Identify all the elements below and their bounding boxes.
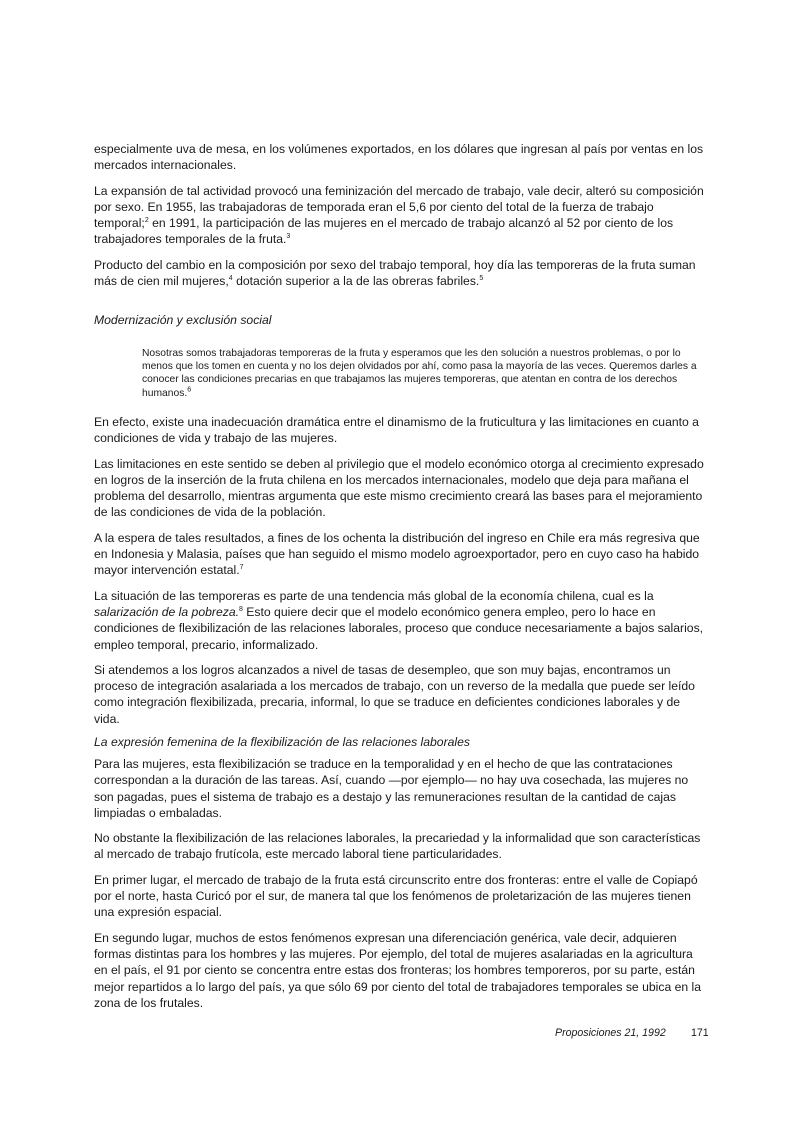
footnote-ref: 2	[144, 217, 149, 225]
paragraph-text: A la espera de tales resultados, a fines de los ochenta la distribución del ingreso en Chile era más regresiva que en Indonesia y Malasia, países que han seguido el mismo modelo agroexportador, pero en cuyo caso ha habido mayor intervención estatal.	[94, 530, 700, 578]
paragraph	[94, 830, 708, 863]
top-section	[94, 141, 708, 298]
paragraph-emphasis: salarización de la pobreza.	[94, 604, 239, 619]
paragraph	[94, 456, 708, 521]
paragraph-text: En segundo lugar, muchos de estos fenómenos expresan una diferenciación genérica, vale decir, adquieren formas distintas para los hombres y las mujeres. Por ejemplo, del total de mujeres asalariadas en la agricultura en el país, el 91 por ciento se concentra entre estas dos fronteras; los hombres temporeros, por su parte, están mejor repartidos a lo largo del país, ya que sólo 69 por ciento del total de trabajadores temporales se ubica en la zona de los frutales.	[94, 930, 702, 1010]
paragraph-text: Las limitaciones en este sentido se deben al privilegio que el modelo económico otorga al crecimiento expresado en logros de la inserción de la fruta chilena en los mercados internacionales, modelo que deja para mañana el problema del desarrollo, mientras argumenta que este mismo crecimiento creará las bases para el mejoramiento de las condiciones de vida de la población.	[94, 456, 704, 520]
paragraph	[94, 530, 708, 579]
footnote-ref: 5	[479, 275, 484, 283]
paragraph	[94, 930, 708, 1011]
bottom-section	[94, 756, 708, 1020]
page-number: 171	[691, 1027, 709, 1039]
paragraph-text: La situación de las temporeras es parte de una tendencia más global de la economía chilena, cual es la	[94, 588, 654, 603]
footnote-ref: 3	[286, 233, 291, 241]
footnote-ref: 8	[238, 605, 243, 613]
paragraph-text: dotación superior a la de las obreras fabriles.	[232, 274, 480, 289]
paragraph-text: Para las mujeres, esta flexibilización se traduce en la temporalidad y en el hecho de que las contrataciones correspondan a la duración de las tareas. Así, cuando —por ejemplo— no hay uva cosechada, las mujeres no son pagadas, pues el sistema de trabajo es a destajo y las remuneraciones resultan de la cantidad de cajas limpiadas o embaladas.	[94, 757, 689, 820]
paragraph-text: en 1991, la participación de las mujeres en el mercado de trabajo alcanzó al 52 por ciento de los trabajadores temporales de la fruta.	[94, 216, 674, 247]
quote-text: Nosotras somos trabajadoras temporeras de la fruta y esperamos que les den solución a nuestros problemas, o por lo menos que los tomen en cuenta y no los dejen olvidados por ahí, como pasa la mayoría de las veces. Queremos darles a conocer las condiciones precarias en que trabajamos las mujeres temporeras, que atentan en contra de los derechos humanos.	[142, 348, 697, 399]
paragraph-text: Producto del cambio en la composición por sexo del trabajo temporal, hoy día las temporeras de la fruta suman más de cien mil mujeres,	[94, 257, 696, 289]
paragraph	[94, 257, 708, 290]
paragraph	[94, 588, 708, 653]
paragraph	[94, 183, 708, 248]
paragraph	[94, 414, 708, 447]
paragraph-text: Esto quiere decir que el modelo económico genera empleo, pero lo hace en condiciones de flexibilización de las relaciones laborales, proceso que conduce necesariamente a bajos salarios, empleo temporal, precario, informalizado.	[94, 604, 704, 652]
paragraph-text: En efecto, existe una inadecuación dramática entre el dinamismo de la fruticultura y las limitaciones en cuanto a condiciones de vida y trabajo de las mujeres.	[94, 415, 699, 446]
paragraph	[94, 756, 708, 821]
paragraph	[94, 662, 708, 727]
block-quote	[142, 347, 704, 400]
footnote-ref: 7	[239, 564, 244, 572]
section-heading: Modernización y exclusión social	[94, 313, 272, 327]
section-heading: La expresión femenina de la flexibilización de las relaciones laborales	[94, 735, 471, 749]
middle-section	[94, 414, 708, 736]
paragraph-text: En primer lugar, el mercado de trabajo de la fruta está circunscrito entre dos fronteras: entre el valle de Copiapó por el norte, hasta Curicó por el sur, de manera tal que los fenómenos de proletarización de las mujeres tienen una expresión espacial.	[94, 872, 698, 920]
paragraph-text: especialmente uva de mesa, en los volúmenes exportados, en los dólares que ingresan al país por ventas en los mercados internacionales.	[94, 142, 704, 173]
paragraph-text: Si atendemos a los logros alcanzados a nivel de tasas de desempleo, que son muy bajas, encontramos un proceso de integración asalariada a los mercados de trabajo, con un reverso de la medalla que puede ser leído como integración flexibilizada, precaria, informal, lo que se traduce en deficientes condiciones laborales y de vida.	[94, 662, 695, 726]
paragraph-text: No obstante la flexibilización de las relaciones laborales, la precariedad y la informalidad que son características al mercado de trabajo frutícola, este mercado laboral tiene particularidades.	[94, 831, 701, 862]
running-footer: Proposiciones 21, 1992	[555, 1027, 666, 1039]
paragraph-text: La expansión de tal actividad provocó una feminización del mercado de trabajo, vale decir, alteró su composición por sexo. En 1955, las trabajadoras de temporada eran el 5,6 por ciento del total de la fuerza de trabajo temporal;	[94, 183, 704, 231]
paragraph	[94, 872, 708, 921]
paragraph	[94, 141, 708, 174]
footnote-ref: 6	[187, 386, 192, 394]
footnote-ref: 4	[228, 275, 233, 283]
